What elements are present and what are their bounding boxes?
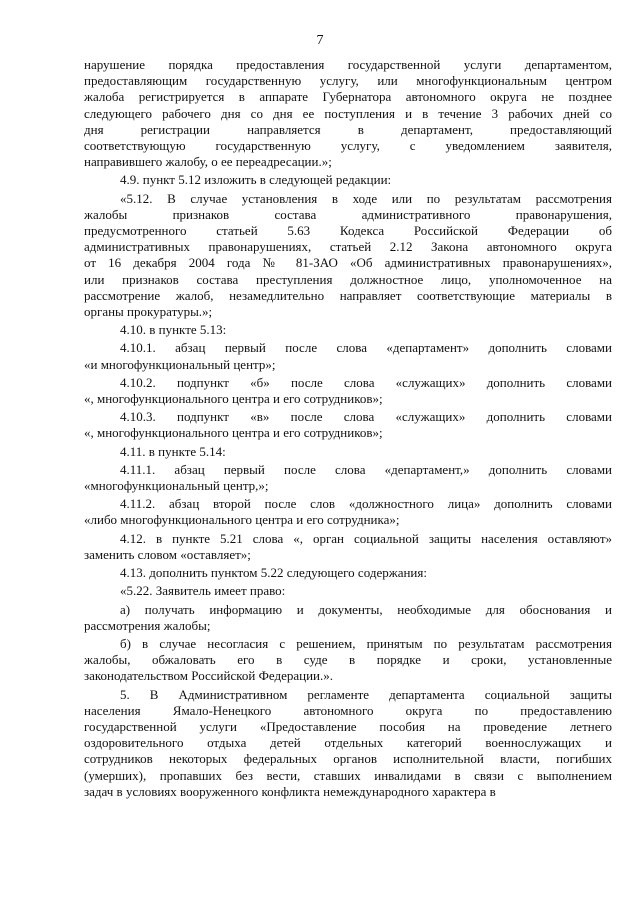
text-line: «5.12. В случае установления в ходе или по результатам рассмотрения (120, 190, 612, 206)
text-line: задач в условиях вооруженного конфликта немеждународного характера в (84, 783, 496, 799)
text-line: «, многофункционального центра и его сотрудников»; (84, 425, 383, 441)
text-line: государственной услуги «Предоставление пособия на проведение летнего (84, 718, 612, 734)
text-line: «5.22. Заявитель имеет право: (120, 583, 286, 599)
text-line: 4.10.1. абзац первый после слова «департамент» дополнить словами (120, 340, 612, 356)
text-line: или признаков состава преступления должностное лицо, уполномоченное на (84, 271, 612, 287)
text-line: 4.13. дополнить пунктом 5.22 следующего содержания: (120, 565, 427, 581)
text-line: соответствующую государственную услугу, с уведомлением заявителя, (84, 138, 612, 154)
text-line: жалобы, обжаловать его в суде в порядке и сроки, установленные (84, 652, 612, 668)
text-line: населения Ямало-Ненецкого автономного округа по предоставлению (84, 702, 612, 718)
text-line: 4.10.2. подпункт «б» после слова «служащих» дополнить словами (120, 374, 612, 390)
text-line: от 16 декабря 2004 года № 81-ЗАО «Об административных правонарушениях», (84, 255, 612, 271)
text-line: оздоровительного отдыха детей отдельных категорий военнослужащих и (84, 735, 612, 751)
text-line: 4.10. в пункте 5.13: (120, 322, 227, 338)
text-line: б) в случае несогласия с решением, принятым по результатам рассмотрения (120, 635, 612, 651)
text-line: сотрудников некоторых федеральных органов исполнительной власти, погибших (84, 751, 612, 767)
document-body (84, 57, 612, 802)
text-line: рассмотрение жалоб, незамедлительно направляет соответствующие материалы в (84, 287, 612, 303)
text-line: направившего жалобу, о ее переадресации.»; (84, 154, 332, 170)
text-line: 4.11.2. абзац второй после слов «должностного лица» дополнить словами (120, 496, 612, 512)
text-line: 4.11.1. абзац первый после слова «департамент,» дополнить словами (120, 461, 612, 477)
text-line: 4.11. в пункте 5.14: (120, 443, 226, 459)
text-line: предусмотренного статьей 5.63 Кодекса Российской Федерации об (84, 223, 612, 239)
text-line: «и многофункциональный центр»; (84, 356, 276, 372)
text-line: а) получать информацию и документы, необходимые для обоснования и (120, 601, 612, 617)
page-number: 7 (316, 33, 324, 48)
text-line: административных правонарушениях, статьей 2.12 Закона автономного округа (84, 239, 612, 255)
text-line: жалобы признаков состава административного правонарушения, (84, 206, 612, 222)
text-line: предоставляющим государственную услугу, или многофункциональным центром (84, 73, 612, 89)
text-line: нарушение порядка предоставления государственной услуги департаментом, (84, 57, 612, 72)
text-line: 4.12. в пункте 5.21 слова «, орган социальной защиты населения оставляют» (120, 530, 612, 546)
text-line: органы прокуратуры.»; (84, 304, 213, 320)
text-line: следующего рабочего дня со дня ее поступления и в течение 3 рабочих дней со (84, 105, 612, 121)
text-line: жалоба регистрируется в аппарате Губернатора автономного округа не позднее (84, 89, 612, 105)
text-line: «либо многофункционального центра и его сотрудника»; (84, 512, 400, 528)
text-line: законодательством Российской Федерации.». (84, 668, 333, 684)
text-line: «многофункциональный центр,»; (84, 478, 269, 494)
text-line: «, многофункционального центра и его сотрудников»; (84, 391, 383, 407)
text-line: 4.9. пункт 5.12 изложить в следующей редакции: (120, 172, 392, 188)
text-line: рассмотрения жалобы; (84, 617, 211, 633)
text-line: (умерших), пропавших без вести, ставших инвалидами в связи с выполнением (84, 767, 612, 783)
text-line: 5. В Административном регламенте департамента социальной защиты (120, 686, 612, 702)
text-line: заменить словом «оставляет»; (84, 546, 251, 562)
text-line: дня регистрации направляется в департамент, предоставляющий (84, 121, 612, 137)
text-line: 4.10.3. подпункт «в» после слова «служащих» дополнить словами (120, 409, 612, 425)
